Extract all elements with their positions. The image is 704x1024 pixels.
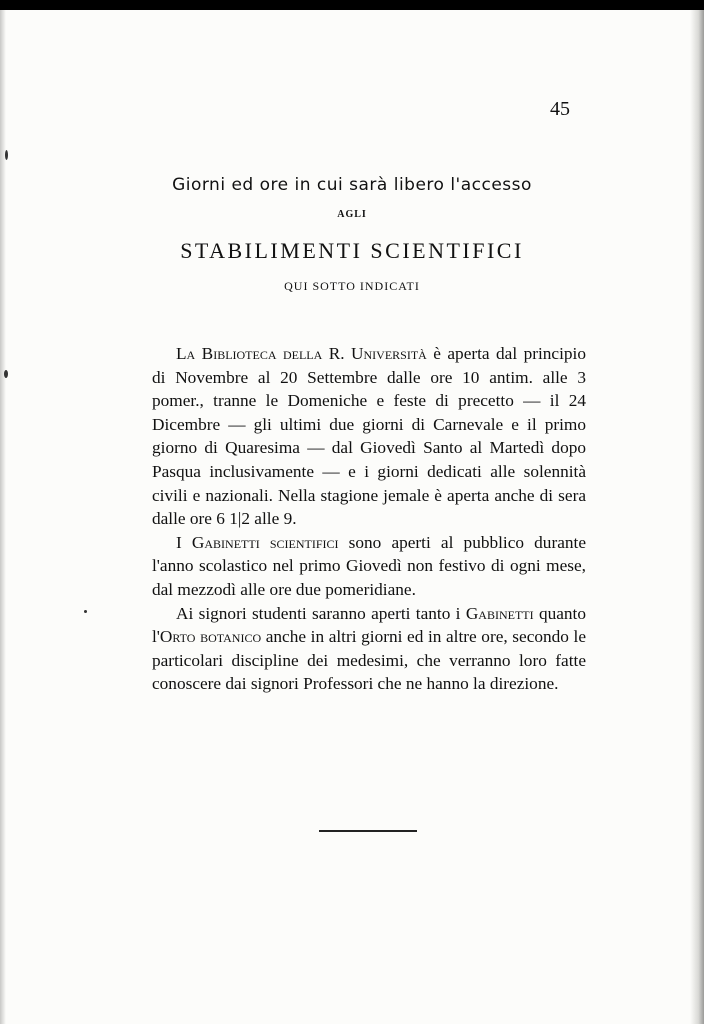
body-text xyxy=(152,342,586,696)
paragraph-lead: La Biblioteca della R. Università xyxy=(176,344,427,363)
paragraph-biblioteca xyxy=(152,342,586,531)
heading-line: Giorni ed ore in cui sarà libero l'accesso xyxy=(172,175,532,195)
paper-speck xyxy=(4,370,8,378)
page-right-edge xyxy=(690,10,704,1024)
small-caps-term: Orto botanico xyxy=(159,627,262,647)
paragraph-text: anche in altri giorni ed in altre ore, secondo le particolari discipline dei medesimi, che verranno loro fatte conoscere dai signori Professori che ne hanno la direzione. xyxy=(152,627,587,694)
paragraph-lead: I Gabinetti scientifici xyxy=(176,532,339,552)
heading-agli: AGLI xyxy=(337,209,367,220)
small-caps-term: Gabinetti xyxy=(465,603,534,623)
paper-speck xyxy=(84,610,87,613)
paragraph-text: sono aperti al pubblico durante l'anno scolastico nel primo Giovedì non festivo di ogni mese, dal mezzodì alle ore due pomeridiane. xyxy=(152,532,586,599)
page-left-edge xyxy=(0,10,6,1024)
paragraph-text: quanto l' xyxy=(152,603,586,647)
page-subtitle: QUI SOTTO INDICATI xyxy=(284,279,420,293)
book-page xyxy=(0,10,704,1024)
paragraph-text: è aperta dal principio di Novembre al 20 Settembre dalle ore 10 antim. alle 3 pomer., tranne le Domeniche e feste di precetto — il 24 Dicembre — gli ultimi due giorni di Carnevale e il primo giorno di Quaresima — dal Giovedì Santo al Martedì dopo Pasqua inclusivamente — e i giorni dedicati alle solennità civili e nazionali. Nella stagione jemale è aperta anche di sera dalle ore 6 1|2 alle 9. xyxy=(152,344,586,529)
page-title: STABILIMENTI SCIENTIFICI xyxy=(180,238,524,263)
page-number: 45 xyxy=(550,98,570,120)
paragraph-text: Ai signori studenti saranno aperti tanto i xyxy=(176,603,466,623)
paper-speck xyxy=(5,150,8,160)
paragraph-gabinetti xyxy=(152,531,586,602)
closing-rule xyxy=(319,830,417,832)
paragraph-studenti xyxy=(152,602,586,696)
